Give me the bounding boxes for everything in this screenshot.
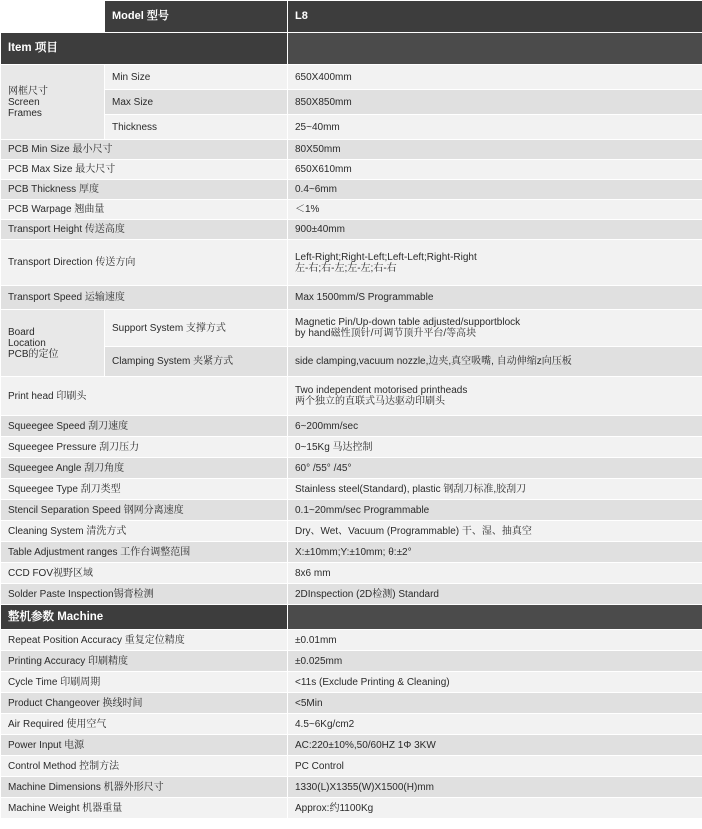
spec-label: Transport Speed 运输速度 xyxy=(1,286,288,310)
table-row xyxy=(1,160,702,180)
table-row xyxy=(1,90,702,115)
spec-value: PC Control xyxy=(288,756,702,777)
transport-direction-line2: 左-右;右-左;左-左;右-右 xyxy=(295,262,397,274)
screen-frames-label-cn: 网框尺寸 xyxy=(8,85,48,97)
spec-label: Power Input 电源 xyxy=(1,735,288,756)
spec-label: Table Adjustment ranges 工作台调整范围 xyxy=(1,542,288,563)
print-head-label: Print head 印刷头 xyxy=(1,377,288,416)
board-location-label-3: PCB的定位 xyxy=(8,348,59,360)
spec-label: PCB Min Size 最小尺寸 xyxy=(1,140,288,160)
spec-value: 2DInspection (2D检测) Standard xyxy=(288,584,702,605)
table-row xyxy=(1,437,702,458)
table-row xyxy=(1,240,702,286)
spec-label: Machine Weight 机器重量 xyxy=(1,798,288,819)
table-row xyxy=(1,416,702,437)
table-row xyxy=(1,672,702,693)
spec-value: 60° /55° /45° xyxy=(288,458,702,479)
spec-value: 0~15Kg 马达控制 xyxy=(288,437,702,458)
table-row xyxy=(1,458,702,479)
table-row xyxy=(1,630,702,651)
screen-frames-label xyxy=(1,65,105,140)
machine-section-row xyxy=(1,605,702,630)
table-row xyxy=(1,377,702,416)
table-row xyxy=(1,286,702,310)
spec-label: Squeegee Pressure 刮刀压力 xyxy=(1,437,288,458)
screen-frames-label-en-1: Screen xyxy=(8,96,40,108)
model-value: L8 xyxy=(288,1,702,33)
board-location-label xyxy=(1,310,105,377)
table-row xyxy=(1,693,702,714)
screen-frames-label-en-2: Frames xyxy=(8,107,42,119)
table-row xyxy=(1,65,702,90)
print-head-value xyxy=(288,377,702,416)
board-location-label-1: Board xyxy=(8,326,35,338)
clamping-system-label: Clamping System 夹紧方式 xyxy=(105,347,288,377)
spec-value: ＜1% xyxy=(288,200,702,220)
table-row xyxy=(1,115,702,140)
spec-label: Cleaning System 清洗方式 xyxy=(1,521,288,542)
spec-label: Printing Accuracy 印刷精度 xyxy=(1,651,288,672)
spec-label: PCB Max Size 最大尺寸 xyxy=(1,160,288,180)
spec-value: 1330(L)X1355(W)X1500(H)mm xyxy=(288,777,702,798)
spec-label: PCB Thickness 厚度 xyxy=(1,180,288,200)
spec-value: X:±10mm;Y:±10mm; θ:±2° xyxy=(288,542,702,563)
spec-value: 8x6 mm xyxy=(288,563,702,584)
item-section-value-cell xyxy=(288,33,702,65)
table-row xyxy=(1,521,702,542)
machine-section-title: 整机参数 Machine xyxy=(1,605,288,630)
spec-value: Stainless steel(Standard), plastic 钢刮刀标准,胶刮刀 xyxy=(288,479,702,500)
table-row xyxy=(1,310,702,347)
table-row xyxy=(1,735,702,756)
spec-label: Max Size xyxy=(105,90,288,115)
table-row xyxy=(1,584,702,605)
item-section-row xyxy=(1,33,702,65)
model-label: Model 型号 xyxy=(105,1,288,33)
spec-value: ±0.01mm xyxy=(288,630,702,651)
support-system-line2: by hand磁性顶针/可调节顶升平台/等高块 xyxy=(295,328,477,339)
spec-label: PCB Warpage 翘曲量 xyxy=(1,200,288,220)
spec-label: Squeegee Speed 刮刀速度 xyxy=(1,416,288,437)
spec-value: <11s (Exclude Printing & Cleaning) xyxy=(288,672,702,693)
support-system-value xyxy=(288,310,702,347)
spec-value: 850X850mm xyxy=(288,90,702,115)
spec-label: Machine Dimensions 机器外形尺寸 xyxy=(1,777,288,798)
spec-value: 25~40mm xyxy=(288,115,702,140)
spec-value: 900±40mm xyxy=(288,220,702,240)
spec-label: CCD FOV视野区域 xyxy=(1,563,288,584)
spec-label: Min Size xyxy=(105,65,288,90)
spec-label: Product Changeover 换线时间 xyxy=(1,693,288,714)
print-head-line1: Two independent motorised printheads xyxy=(295,385,468,396)
spec-value: 0.4~6mm xyxy=(288,180,702,200)
header-blank-cell xyxy=(1,1,105,33)
table-row xyxy=(1,200,702,220)
spec-value: AC:220±10%,50/60HZ 1Φ 3KW xyxy=(288,735,702,756)
machine-section-value-cell xyxy=(288,605,702,630)
spec-value: 4.5~6Kg/cm2 xyxy=(288,714,702,735)
spec-label: Squeegee Type 刮刀类型 xyxy=(1,479,288,500)
table-row xyxy=(1,651,702,672)
clamping-system-value: side clamping,vacuum nozzle,边夹,真空吸嘴, 自动伸缩z向压板 xyxy=(288,347,702,377)
spec-value: 650X400mm xyxy=(288,65,702,90)
spec-value: 650X610mm xyxy=(288,160,702,180)
table-row xyxy=(1,500,702,521)
transport-direction-label: Transport Direction 传送方向 xyxy=(1,240,288,286)
spec-value: Approx:约1100Kg xyxy=(288,798,702,819)
spec-label: Squeegee Angle 刮刀角度 xyxy=(1,458,288,479)
table-row xyxy=(1,479,702,500)
item-section-title: Item 项目 xyxy=(1,33,288,65)
spec-value: 80X50mm xyxy=(288,140,702,160)
spec-value: 6~200mm/sec xyxy=(288,416,702,437)
spec-label: Repeat Position Accuracy 重复定位精度 xyxy=(1,630,288,651)
board-location-label-2: Location xyxy=(8,337,46,349)
table-row xyxy=(1,756,702,777)
table-row xyxy=(1,777,702,798)
table-row xyxy=(1,798,702,819)
table-row xyxy=(1,563,702,584)
print-head-line2: 两个独立的直联式马达驱动印刷头 xyxy=(295,396,445,407)
spec-value: Max 1500mm/S Programmable xyxy=(288,286,702,310)
support-system-line1: Magnetic Pin/Up-down table adjusted/supportblock xyxy=(295,317,521,328)
transport-direction-value xyxy=(288,240,702,286)
table-row xyxy=(1,180,702,200)
spec-label: Cycle Time 印刷周期 xyxy=(1,672,288,693)
spec-value: ±0.025mm xyxy=(288,651,702,672)
spec-label: Solder Paste Inspection锡膏检测 xyxy=(1,584,288,605)
support-system-label: Support System 支撑方式 xyxy=(105,310,288,347)
table-row xyxy=(1,542,702,563)
transport-direction-line1: Left-Right;Right-Left;Left-Left;Right-Right xyxy=(295,251,477,263)
spec-label: Thickness xyxy=(105,115,288,140)
table-row xyxy=(1,714,702,735)
spec-label: Control Method 控制方法 xyxy=(1,756,288,777)
spec-label: Stencil Separation Speed 钢网分离速度 xyxy=(1,500,288,521)
table-row xyxy=(1,140,702,160)
model-header-row xyxy=(1,1,702,33)
spec-value: <5Min xyxy=(288,693,702,714)
table-row xyxy=(1,347,702,377)
spec-label: Transport Height 传送高度 xyxy=(1,220,288,240)
spec-value: 0.1~20mm/sec Programmable xyxy=(288,500,702,521)
spec-label: Air Required 使用空气 xyxy=(1,714,288,735)
spec-value: Dry、Wet、Vacuum (Programmable) 干、湿、抽真空 xyxy=(288,521,702,542)
table-row xyxy=(1,220,702,240)
